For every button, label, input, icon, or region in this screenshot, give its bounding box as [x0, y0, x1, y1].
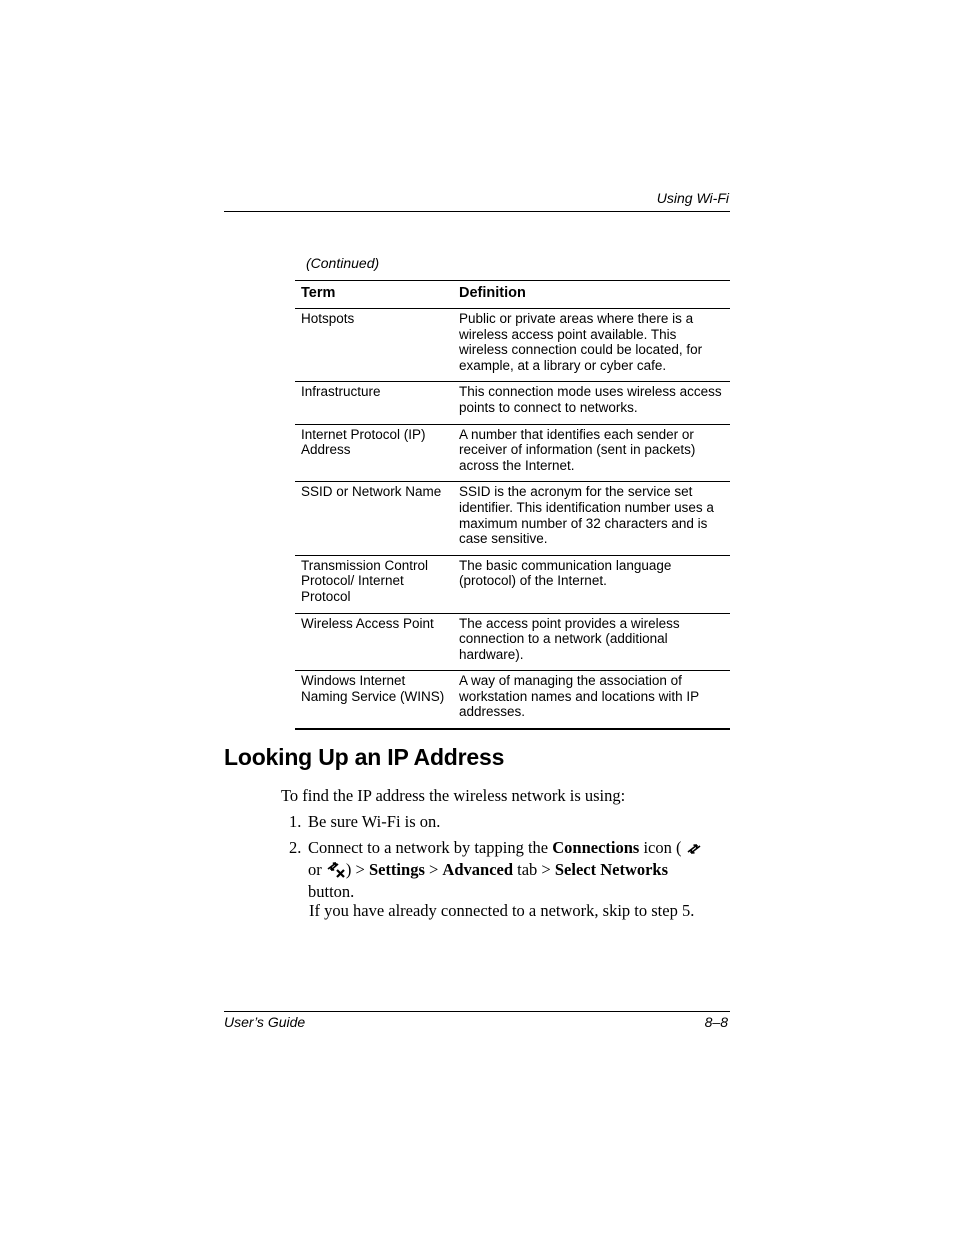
definition-cell: SSID is the acronym for the service set identifier. This identification number uses a maximum number of 32 characters and is case sensitive.: [453, 482, 730, 555]
step-number: 2.: [289, 838, 302, 857]
text-run: tab >: [513, 860, 555, 879]
footer-title: User’s Guide: [224, 1014, 306, 1030]
table-header-row: [295, 281, 730, 309]
term-cell: Infrastructure: [295, 382, 453, 424]
footer-rule: [224, 1011, 730, 1012]
definition-cell: A number that identifies each sender or receiver of information (sent in packets) across the Internet.: [453, 424, 730, 482]
table-row: [295, 424, 730, 482]
term-cell: Wireless Access Point: [295, 613, 453, 671]
intro-paragraph: To find the IP address the wireless network is using:: [281, 786, 626, 805]
term-cell: Internet Protocol (IP) Address: [295, 424, 453, 482]
term-cell: Transmission Control Protocol/ Internet Protocol: [295, 555, 453, 613]
column-header-term: Term: [295, 281, 453, 309]
page-number: 8–8: [704, 1014, 728, 1030]
definition-cell: Public or private areas where there is a wireless access point available. This wireless connection could be located, for example, at a library or cyber cafe.: [453, 309, 730, 382]
menu-term-select-networks: Select Networks: [554, 860, 669, 879]
step-text: Be sure Wi-Fi is on.: [308, 812, 441, 831]
text-run: ) >: [345, 860, 369, 879]
definition-cell: The basic communication language (protocol) of the Internet.: [453, 555, 730, 613]
definition-cell: The access point provides a wireless connection to a network (additional hardware).: [453, 613, 730, 671]
menu-term-settings: Settings: [368, 860, 425, 879]
step-number: 1.: [289, 812, 302, 831]
connections-disconnected-icon: [326, 860, 346, 882]
table-row: [295, 482, 730, 555]
definition-cell: A way of managing the association of workstation names and locations with IP addresses.: [453, 671, 730, 729]
table-continued-label: (Continued): [306, 255, 380, 271]
step-2: [289, 838, 709, 901]
column-header-definition: Definition: [453, 281, 730, 309]
table-row: [295, 613, 730, 671]
term-cell: Windows Internet Naming Service (WINS): [295, 671, 453, 729]
text-run: Connect to a network by tapping the: [308, 838, 553, 857]
text-run: or: [308, 860, 326, 879]
step-1: [289, 812, 709, 831]
table-row: [295, 309, 730, 382]
table-row: [295, 382, 730, 424]
running-head: Using Wi-Fi: [656, 190, 729, 206]
step-text: [308, 838, 709, 901]
text-run: button.: [308, 882, 355, 901]
step-note: If you have already connected to a network, skip to step 5.: [309, 901, 695, 920]
definition-cell: This connection mode uses wireless access points to connect to networks.: [453, 382, 730, 424]
text-run: icon (: [639, 838, 682, 857]
term-cell: SSID or Network Name: [295, 482, 453, 555]
text-run: >: [424, 860, 443, 879]
glossary-table: [295, 280, 730, 730]
header-rule: [224, 211, 730, 212]
menu-term-connections: Connections: [552, 838, 640, 857]
menu-term-advanced: Advanced: [442, 860, 514, 879]
table-row: [295, 555, 730, 613]
table-row: [295, 671, 730, 729]
connections-arrows-icon: [686, 841, 702, 860]
section-heading: Looking Up an IP Address: [224, 744, 505, 770]
term-cell: Hotspots: [295, 309, 453, 382]
